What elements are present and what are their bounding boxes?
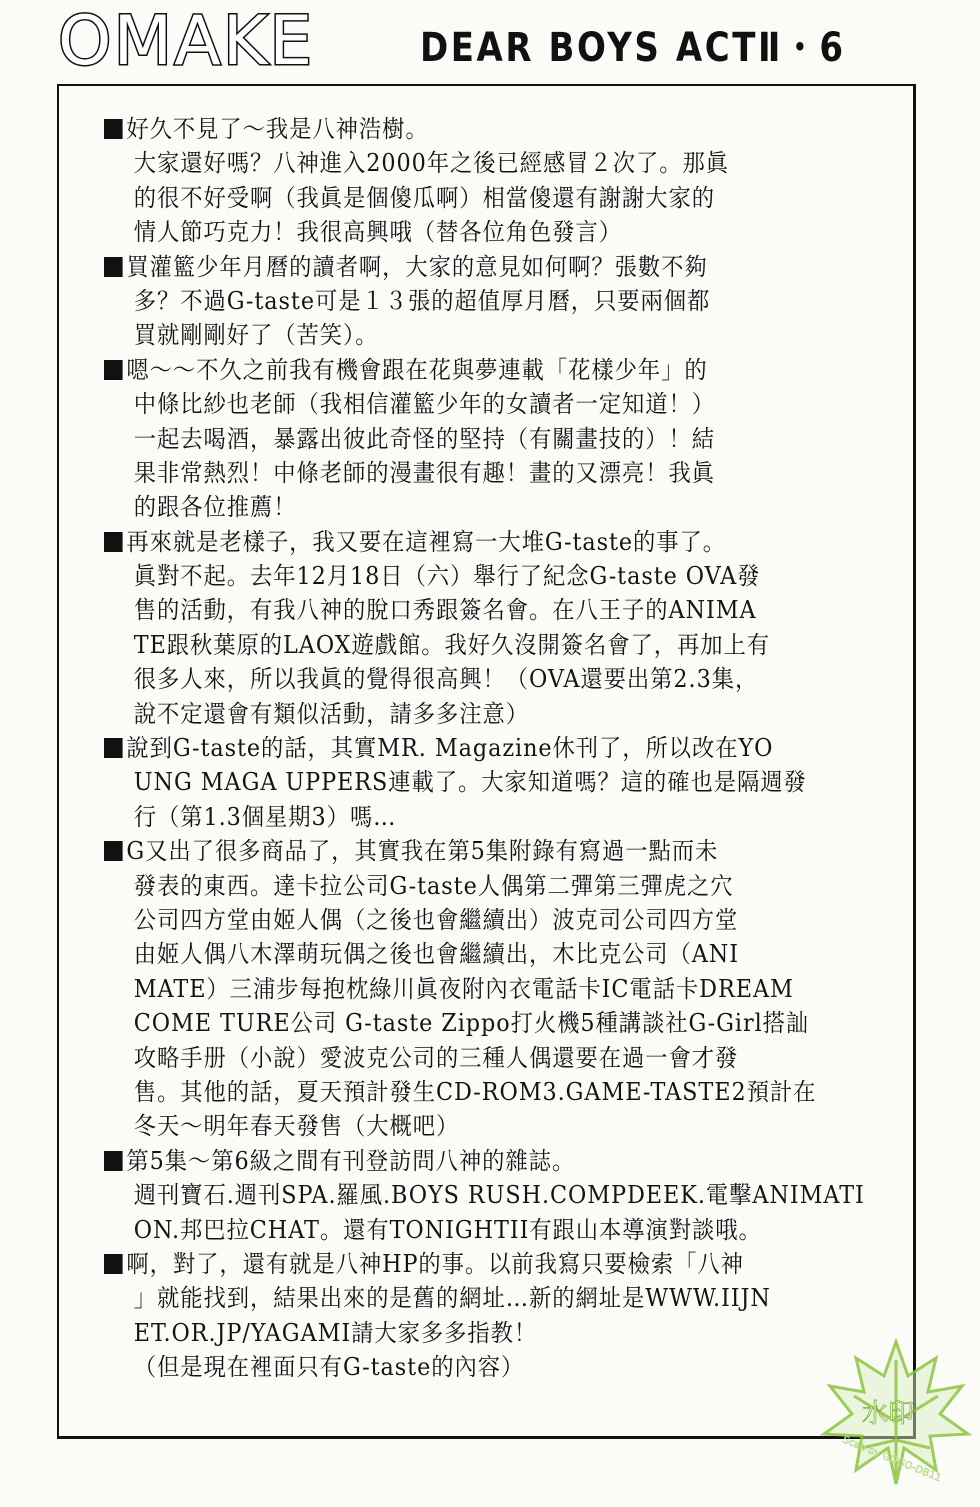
note-line-text: 第5集～第6級之間有刊登訪問八神的雜誌。 bbox=[126, 1146, 576, 1175]
note-line: 多？不過G-taste可是１３張的超值厚月曆，只要兩個都 bbox=[133, 286, 711, 315]
note-paragraph bbox=[104, 250, 884, 353]
note-line: 果非常熱烈！中條老師的漫畫很有趣！畫的又漂亮！我眞 bbox=[133, 458, 716, 487]
note-line: 公司四方堂由姬人偶（之後也會繼續出）波克司公司四方堂 bbox=[133, 905, 739, 934]
note-line: TE跟秋葉原的LAOX遊戲館。我好久沒開簽名會了，再加上有 bbox=[133, 630, 771, 659]
note-first-line bbox=[104, 731, 829, 765]
note-line: 行（第1.3個星期3）嗎… bbox=[133, 802, 397, 831]
note-line: ON.邦巴拉CHAT。還有TONIGHTII有跟山本導演對談哦。 bbox=[133, 1215, 762, 1244]
note-first-line bbox=[104, 1144, 829, 1178]
note-line: 說不定還會有類似活動，請多多注意） bbox=[133, 699, 530, 728]
note-first-line bbox=[104, 353, 829, 387]
note-line: COME TURE公司 G-taste Zippo打火機5種講談社G-Girl搭訕 bbox=[133, 1009, 810, 1038]
note-line-text: G又出了很多商品了，其實我在第5集附錄有寫過一點而未 bbox=[126, 837, 719, 866]
note-line-text: 說到G-taste的話，其實MR. Magazine休刊了，所以改在YO bbox=[126, 734, 774, 763]
note-line: 買就剛剛好了（苦笑）。 bbox=[133, 321, 379, 350]
page-subtitle: DEAR BOYS ACTⅡ・6 bbox=[420, 25, 846, 71]
note-paragraph bbox=[104, 353, 884, 525]
note-line-text: 再來就是老樣子，我又要在這裡寫一大堆G-taste的事了。 bbox=[126, 527, 727, 556]
note-line-text: 嗯～～不久之前我有機會跟在花與夢連載「花樣少年」的 bbox=[126, 355, 708, 384]
note-line: UNG MAGA UPPERS連載了。大家知道嗎？這的確也是隔週發 bbox=[133, 768, 807, 797]
note-line: （但是現在裡面只有G-taste的內容） bbox=[133, 1353, 525, 1382]
watermark-credit: Scan by GOGO-DB11 bbox=[840, 1434, 943, 1485]
note-line: 發表的東西。達卡拉公司G-taste人偶第二彈第三彈虎之穴 bbox=[133, 871, 734, 900]
note-line: 冬天～明年春天發售（大概吧） bbox=[133, 1112, 460, 1141]
note-line: 由姬人偶八木澤萌玩偶之後也會繼續出，木比克公司（ANI bbox=[133, 940, 740, 969]
watermark-text: 水印 bbox=[862, 1399, 915, 1429]
note-line: 很多人來，所以我眞的覺得很高興！（OVA還要出第2.3集， bbox=[133, 665, 759, 694]
note-line: ET.OR.JP/YAGAMI請大家多多指教！ bbox=[133, 1318, 538, 1347]
note-paragraph bbox=[104, 1247, 884, 1385]
note-line: 眞對不起。去年12月18日（六）舉行了紀念G-taste OVA發 bbox=[133, 562, 761, 591]
note-first-line bbox=[104, 834, 829, 868]
note-paragraph bbox=[104, 112, 884, 250]
note-line: 」就能找到，結果出來的是舊的網址…新的網址是WWW.IIJN bbox=[133, 1284, 771, 1313]
square-bullet-icon bbox=[104, 257, 123, 277]
note-first-line bbox=[104, 525, 829, 559]
note-line-text: 好久不見了～我是八神浩樹。 bbox=[126, 115, 429, 143]
note-line: 的跟各位推薦！ bbox=[133, 493, 297, 522]
note-paragraph bbox=[104, 834, 884, 1144]
note-line: 售的活動，有我八神的脫口秀跟簽名會。在八王子的ANIMA bbox=[133, 596, 757, 625]
note-line: 售。其他的話，夏天預計發生CD-ROM3.GAME-TASTE2預計在 bbox=[133, 1077, 817, 1106]
square-bullet-icon bbox=[104, 738, 123, 758]
square-bullet-icon bbox=[104, 841, 123, 861]
note-line-text: 買灌籃少年月曆的讀者啊，大家的意見如何啊？張數不夠 bbox=[126, 252, 708, 281]
note-line: 一起去喝酒，暴露出彼此奇怪的堅持（有關畫技的）！結 bbox=[133, 424, 716, 453]
square-bullet-icon bbox=[104, 360, 123, 380]
page-header bbox=[58, 4, 928, 80]
note-line: MATE）三浦步每抱枕綠川眞夜附內衣電話卡IC電話卡DREAM bbox=[133, 974, 794, 1003]
note-line: 的很不好受啊（我眞是個傻瓜啊）相當傻還有謝謝大家的 bbox=[133, 183, 716, 212]
note-first-line bbox=[104, 112, 829, 146]
note-line: 中條比紗也老師（我相信灌籃少年的女讀者一定知道！） bbox=[133, 390, 716, 419]
note-line-text: 啊，對了，還有就是八神HP的事。以前我寫只要檢索「八神 bbox=[126, 1249, 744, 1278]
note-line: 攻略手册（小說）愛波克公司的三種人偶還要在過一會才發 bbox=[133, 1043, 739, 1072]
note-line: 情人節巧克力！我很高興哦（替各位角色發言） bbox=[133, 218, 623, 247]
note-paragraph bbox=[104, 1144, 884, 1247]
square-bullet-icon bbox=[104, 1151, 123, 1171]
note-paragraph bbox=[104, 731, 884, 834]
watermark bbox=[812, 1330, 980, 1498]
note-paragraph bbox=[104, 525, 884, 731]
square-bullet-icon bbox=[104, 119, 123, 139]
note-line: 大家還好嗎？八神進入2000年之後已經感冒２次了。那眞 bbox=[133, 149, 730, 178]
author-notes bbox=[104, 112, 884, 1384]
square-bullet-icon bbox=[104, 1254, 123, 1274]
square-bullet-icon bbox=[104, 532, 123, 552]
note-first-line bbox=[104, 250, 829, 284]
page-title: OMAKE bbox=[58, 2, 315, 81]
note-first-line bbox=[104, 1247, 829, 1281]
note-line: 週刊寶石.週刊SPA.羅風.BOYS RUSH.COMPDEEK.電擊ANIMATI bbox=[133, 1181, 865, 1210]
maple-leaf-watermark-icon bbox=[812, 1330, 980, 1498]
